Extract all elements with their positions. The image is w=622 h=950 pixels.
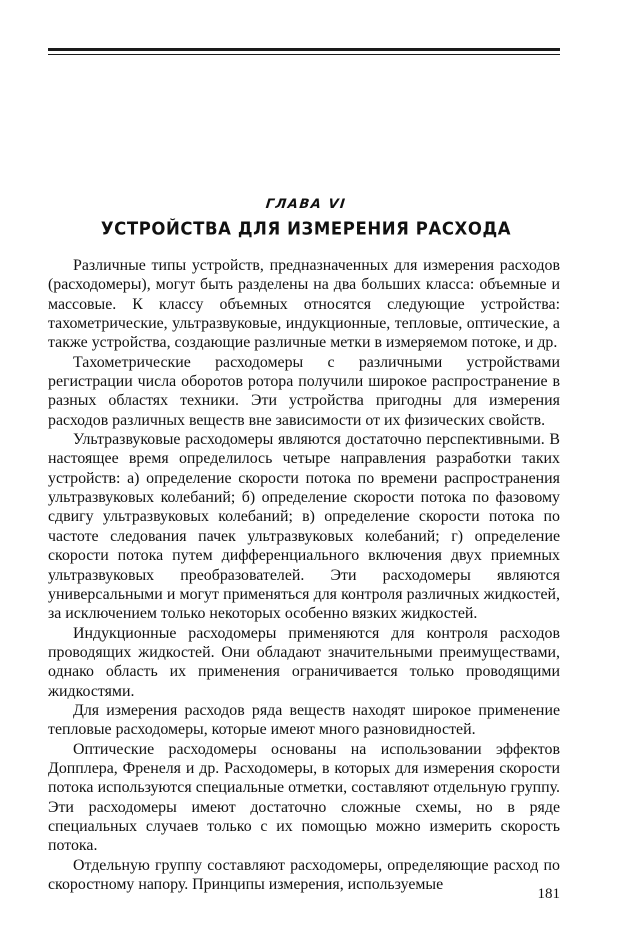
paragraph-3: Ультразвуковые расходомеры являются достаточно перспективными. В настоящее время определилось четыре направления разработки таких устройств: а) определение скорости потока по времени распространения ультразвуковых колебаний; б) определение скорости потока по фазовому сдвигу ультразвуковых колебаний; в) определение скорости потока по частоте следования пачек ультразвуковых колебаний; г) определение скорости потока путем дифференциального включения двух приемных ультразвуковых преобразователей. Эти расходомеры являются универсальными и могут применяться для контроля различных жидкостей, за исключением только некоторых особенно вязких жидкостей. — [48, 431, 560, 623]
paragraph-6: Оптические расходомеры основаны на использовании эффектов Допплера, Френеля и др. Расходомеры, в которых для измерения скорости потока используются специальные отметки, составляют отдельную группу. Эти расходомеры имеют достаточно сложные схемы, но в ряде специальных случаев только с их помощью можно измерить скорость потока. — [48, 740, 560, 855]
page-number: 181 — [537, 886, 560, 902]
paragraph-4: Индукционные расходомеры применяются для контроля расходов проводящих жидкостей. Они обладают значительными преимуществами, однако область их применения ограничивается только проводящими жидкостями. — [48, 624, 560, 700]
top-rule-thin — [48, 54, 560, 55]
chapter-title: УСТРОЙСТВА ДЛЯ ИЗМЕРЕНИЯ РАСХОДА — [100, 218, 512, 239]
paragraph-5: Для измерения расходов ряда веществ находят широкое применение тепловые расходомеры, которые имеют много разновидностей. — [48, 701, 560, 739]
paragraph-2: Тахометрические расходомеры с различными устройствами регистрации числа оборотов ротора получили широкое распространение в разных областях техники. Эти устройства пригодны для измерения расходов различных веществ вне зависимости от их физических свойств. — [48, 353, 560, 429]
chapter-label: ГЛАВА VI — [264, 197, 348, 212]
paragraph-7: Отдельную группу составляют расходомеры, определяющие расход по скоростному напору. Принципы измерения, используемые — [48, 856, 560, 893]
body-text — [48, 256, 560, 894]
top-rule-thick — [48, 48, 560, 51]
paragraph-1: Различные типы устройств, предназначенных для измерения расходов (расходомеры), могут быть разделены на два больших класса: объемные и массовые. К классу объемных относятся следующие устройства: тахометрические, ультразвуковые, индукционные, тепловые, оптические, а также устройства, создающие различные метки в измеряемом потоке, и др. — [48, 257, 560, 352]
